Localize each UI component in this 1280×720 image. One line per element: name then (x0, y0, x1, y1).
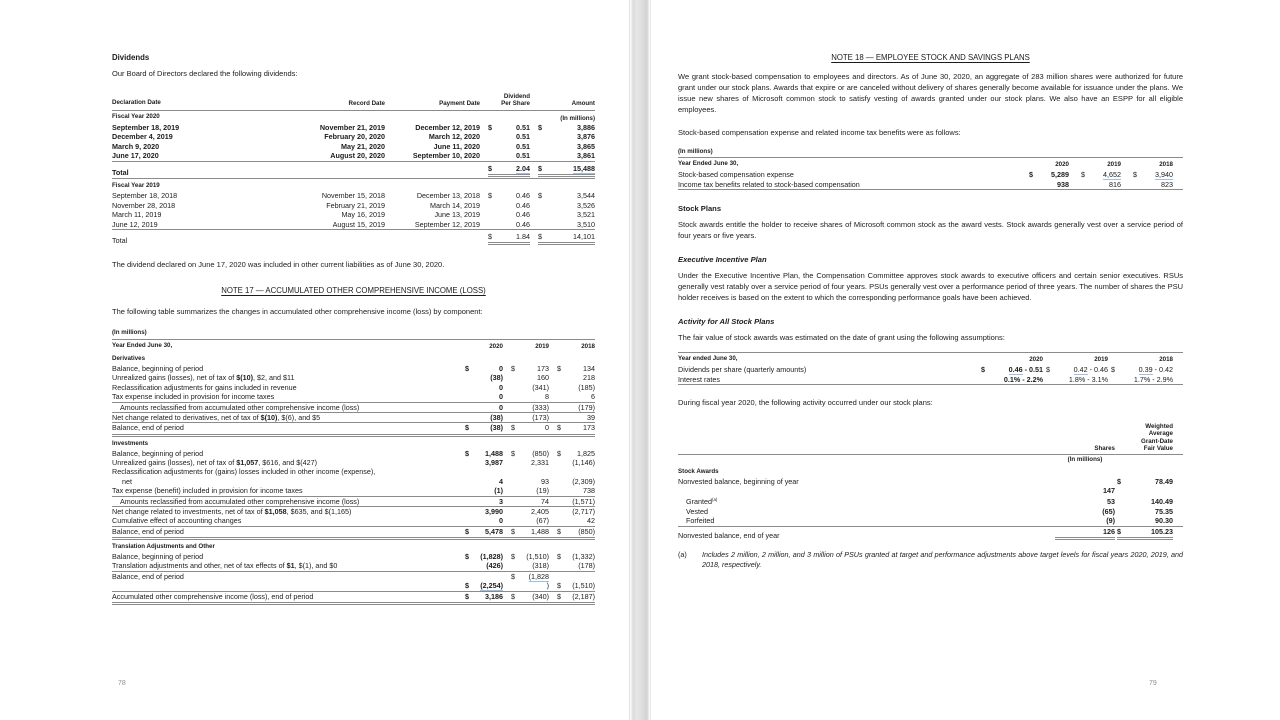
total-label: Total (112, 235, 128, 245)
table-cell: 3,987 (485, 457, 503, 467)
fiscal-year-label: Fiscal Year 2019 (112, 181, 160, 189)
record-date: November 21, 2019 (319, 123, 385, 133)
declaration-date: March 11, 2019 (112, 210, 162, 220)
table-cell: 3,521 (577, 210, 595, 220)
table-cell: $ 1,488 (511, 526, 549, 536)
activity-intro: During fiscal year 2020, the following activity occurred under our stock plans: (678, 397, 933, 407)
stock-plans-heading: Stock Plans (678, 204, 722, 214)
in-millions-caption: (In millions) (1067, 456, 1103, 464)
table-row (112, 486, 595, 496)
table-header-label: Year Ended June 30, (678, 160, 739, 168)
table-section-row (678, 465, 1183, 477)
executive-incentive-plan-text: Under the Executive Incentive Plan, the Compensation Committee approves stock awards to executive officers and certain senior executives. RSUs generally vest ratably over a service period of four years. PSUs generally vest over a performance period of three years. The number of shares the PSU holder receives is based on the extent to which the corresponding performance goals have been achieved. (678, 271, 1183, 302)
table-cell: 3,510 (577, 219, 595, 229)
table-caption-row (678, 455, 1183, 464)
row-label: Cumulative effect of accounting changes (112, 516, 242, 526)
table-cell: 2,405 (531, 506, 549, 516)
table-row (112, 364, 595, 373)
record-date-header: Record Date (348, 100, 385, 108)
row-label: Unrealized gains (losses), net of tax of $1,057, $616, and $(427) (112, 457, 317, 467)
table-cell: (318) (532, 561, 549, 571)
record-date: February 20, 2020 (324, 132, 385, 142)
table-cell: 3,990 (485, 506, 503, 516)
dividend-note: The dividend declared on June 17, 2020 was included in other current liabilities as of June 30, 2020. (112, 260, 445, 270)
table-header-row (678, 352, 1183, 365)
table-cell: $ 0.51 (488, 123, 530, 133)
table-cell: $ (1,510) (511, 551, 549, 561)
table-caption-row (112, 328, 595, 340)
total-label: Total (112, 167, 129, 177)
table-row (112, 383, 595, 392)
table-cell: 0.46 (516, 219, 530, 229)
table-cell: 147 (1103, 486, 1115, 496)
section-label: Translation Adjustments and Other (112, 543, 215, 551)
table-cell: 74 (541, 496, 549, 506)
table-row (112, 561, 595, 571)
executive-incentive-plan-heading: Executive Incentive Plan (678, 255, 767, 265)
payment-date: September 12, 2019 (414, 219, 480, 229)
table-cell: 738 (583, 486, 595, 496)
page-79 (678, 0, 1183, 720)
table-cell: $ 1,488 (465, 448, 503, 458)
table-section-row (112, 437, 595, 449)
table-row (112, 572, 595, 581)
row-label: Translation adjustments and other, net of tax effects of $1, $(1), and $0 (112, 561, 338, 571)
table-cell: $ 0 (511, 423, 549, 433)
table-cell: 823 (1161, 179, 1173, 189)
table-row (112, 592, 595, 605)
table-row (678, 477, 1183, 486)
row-label: Amounts reclassified from accumulated other comprehensive income (loss) (120, 496, 360, 506)
row-label: Tax expense included in provision for income taxes (112, 392, 275, 402)
row-label: Tax expense (benefit) included in provision for income taxes (112, 486, 303, 496)
year-column-header: 2019 (535, 342, 549, 350)
section-label: Investments (112, 439, 149, 447)
table-cell: 0 (499, 392, 503, 402)
declaration-date: September 18, 2019 (112, 123, 180, 133)
year-column-header: 2018 (1159, 355, 1173, 363)
note17-title: NOTE 17 — ACCUMULATED OTHER COMPREHENSIVE INCOME (LOSS) (221, 286, 486, 296)
table-cell: (65) (1102, 506, 1115, 516)
table-cell: $ 15,488 (538, 164, 595, 177)
dividends-table (112, 92, 595, 246)
table-row (112, 516, 595, 526)
stock-compensation-table (678, 147, 1183, 191)
row-label: Unrealized gains (losses), net of tax of $(10), $2, and $11 (112, 373, 295, 383)
table-cell: $ (1,828 (511, 571, 549, 581)
table-section-row (112, 540, 595, 552)
table-row (112, 423, 595, 436)
row-label: Net change related to investments, net of tax of $1,058, $635, and $(1,165) (112, 506, 352, 516)
footnote-text: Includes 2 million, 2 million, and 3 million of PSUs granted at target and performance adjustments above target levels for fiscal years 2020, 2019, and 2018, respectively. (702, 550, 1183, 569)
table-cell: (341) (532, 382, 549, 392)
table-cell: 53 (1107, 497, 1115, 507)
footnote (678, 550, 1183, 570)
table-row (112, 507, 595, 516)
table-cell: 0.46 (516, 210, 530, 220)
table-cell: $ 0.46 (488, 191, 530, 201)
table-cell: $ (850) (557, 526, 595, 536)
table-cell: 0.51 (516, 141, 530, 151)
table-cell: (185) (578, 382, 595, 392)
table-cell: 160 (537, 373, 549, 383)
table-row (112, 392, 595, 402)
fiscal-year-label: Fiscal Year 2020 (112, 113, 160, 121)
row-label: Dividends per share (quarterly amounts) (678, 365, 807, 375)
record-date: May 21, 2020 (341, 141, 385, 151)
table-cell: 2,331 (531, 457, 549, 467)
table-cell: 1.7% - 2.9% (1133, 374, 1173, 384)
table-cell: 218 (583, 373, 595, 383)
record-date: August 20, 2020 (330, 151, 385, 161)
table-cell: $ 4,652 (1081, 170, 1121, 180)
note18-intro-paragraph: We grant stock-based compensation to employees and directors. As of June 30, 2020, an aggregate of 283 million shares were authorized for future grant under our stock plans. Awards that expire or are canceled without delivery of shares generally become available for issuance under the plans. We issue new shares of Microsoft common stock to satisfy vesting of awards granted under our stock plans. We also have an ESPP for all eligible employees. (678, 72, 1183, 114)
table-cell: $ (1,332) (557, 551, 595, 561)
row-label: Vested (686, 506, 708, 516)
table-cell: $ 173 (557, 423, 595, 433)
table-cell: $ 5,478 (465, 526, 503, 536)
declaration-date: September 18, 2018 (112, 191, 178, 201)
table-cell: $ 3,940 (1133, 170, 1173, 180)
table-cell: $ 2.04 (488, 164, 530, 177)
page-78 (112, 0, 595, 720)
row-label: Balance, end of period (112, 571, 184, 581)
table-cell: (178) (578, 561, 595, 571)
table-header-row (678, 158, 1183, 170)
year-column-header: 2020 (489, 342, 503, 350)
table-cell: 0 (499, 516, 503, 526)
payment-date-header: Payment Date (439, 100, 480, 108)
table-row (678, 486, 1183, 495)
table-row (678, 365, 1183, 374)
table-cell: $ 1.84 (488, 232, 530, 245)
dividend-per-share-header: Dividend Per Share (501, 92, 530, 108)
dividends-intro: Our Board of Directors declared the following dividends: (112, 69, 298, 78)
stock-awards-table (678, 422, 1183, 540)
footnote-marker: (a) (678, 550, 687, 560)
column-header: Weighted Average Grant-Date Fair Value (1141, 422, 1173, 453)
table-cell: (2,309) (572, 476, 595, 486)
dividend-row (112, 151, 595, 160)
table-cell: $ 0 (465, 363, 503, 373)
note18-title: NOTE 18 — EMPLOYEE STOCK AND SAVINGS PLANS (831, 53, 1030, 62)
payment-date: December 12, 2019 (415, 123, 480, 133)
table-cell: 90.30 (1155, 516, 1173, 526)
total-row (112, 161, 595, 178)
row-label: Interest rates (678, 374, 720, 384)
table-cell: 816 (1109, 179, 1121, 189)
payment-date: June 13, 2019 (434, 210, 480, 220)
table-cell: $ 3,544 (538, 191, 595, 201)
record-date: May 16, 2019 (341, 210, 385, 220)
table-cell: (1,571) (572, 496, 595, 506)
row-label: Balance, beginning of period (112, 448, 204, 458)
activity-text: The fair value of stock awards was estimated on the date of grant using the following assumptions: (678, 332, 1005, 342)
table-cell: (426) (486, 561, 503, 571)
table-cell: $ 0.39 - 0.42 (1111, 365, 1173, 375)
dividends-heading: Dividends (112, 53, 150, 62)
table-cell: 8 (545, 392, 549, 402)
payment-date: December 13, 2018 (416, 191, 480, 201)
row-label: Balance, end of period (112, 526, 184, 536)
table-header-row (112, 92, 595, 111)
table-cell: $ (1,828) (465, 551, 503, 561)
page-gutter (629, 0, 651, 720)
table-cell: $ 78.49 (1117, 476, 1173, 486)
table-row (112, 527, 595, 540)
table-cell: (9) (1106, 516, 1115, 526)
table-cell: 0.46 (516, 200, 530, 210)
declaration-date: March 9, 2020 (112, 141, 160, 151)
dividend-row (112, 142, 595, 151)
row-label: Nonvested balance, end of year (678, 530, 780, 540)
record-date: November 15, 2018 (321, 191, 385, 201)
table-header-label: Year ended June 30, (678, 354, 738, 362)
table-row (112, 458, 595, 467)
table-cell: $ (2,187) (557, 591, 595, 601)
table-cell: $ 3,186 (465, 591, 503, 601)
table-row (678, 170, 1183, 179)
row-label: Net change related to derivatives, net of tax of $(10), $(6), and $5 (112, 412, 321, 422)
declaration-date: June 17, 2020 (112, 151, 159, 161)
table-cell: 0.51 (516, 151, 530, 161)
table-cell: 140.49 (1151, 497, 1173, 507)
table-cell: $ (1,510) (557, 581, 595, 591)
note17-intro: The following table summarizes the changes in accumulated other comprehensive income (loss) by component: (112, 307, 483, 317)
table-cell: 39 (587, 412, 595, 422)
table-row (678, 516, 1183, 526)
section-label: Stock Awards (678, 467, 719, 475)
in-millions-caption: (In millions) (560, 114, 595, 122)
table-row (112, 413, 595, 423)
table-cell: 938 (1057, 179, 1069, 189)
dividend-row (112, 123, 595, 132)
dividend-row (112, 210, 595, 219)
row-label: Balance, end of period (112, 423, 184, 433)
table-cell: (67) (536, 516, 549, 526)
dividend-row (112, 191, 595, 200)
declaration-date: November 28, 2018 (112, 200, 176, 210)
row-label: Granted$^{(a)}$ (686, 497, 718, 507)
section-label: Derivatives (112, 355, 146, 363)
payment-date: June 11, 2020 (433, 141, 480, 151)
table-row (678, 180, 1183, 190)
row-label: Reclassification adjustments for (gains) losses included in other income (expense), net (112, 467, 376, 486)
table-row (112, 403, 595, 413)
table-cell: $ (38) (465, 423, 503, 433)
declaration-date-header: Declaration Date (112, 99, 161, 107)
fiscal-year-band (112, 178, 595, 191)
year-column-header: 2018 (581, 342, 595, 350)
table-cell: $ 0.42 - 0.46 (1046, 365, 1108, 375)
dividend-row (112, 220, 595, 229)
table-cell: (333) (532, 402, 549, 412)
table-cell: 0.1% - 2.2% (1003, 374, 1043, 384)
table-row (112, 467, 595, 486)
table-cell: (2,717) (572, 506, 595, 516)
year-column-header: 2020 (1029, 355, 1043, 363)
record-date: August 15, 2019 (332, 219, 385, 229)
stock-plans-text: Stock awards entitle the holder to receive shares of Microsoft common stock as the award vests. Stock awards generally vest over a service period of four years or five years. (678, 220, 1183, 241)
page-number-left: 78 (118, 680, 126, 687)
dividend-row (112, 132, 595, 141)
table-cell: (38) (490, 373, 503, 383)
table-cell: $ 105.23 (1117, 527, 1173, 540)
table-cell: (38) (490, 412, 503, 422)
table-cell: 6 (591, 392, 595, 402)
row-label: Nonvested balance, beginning of year (678, 476, 799, 486)
table-cell: (1,146) (572, 457, 595, 467)
in-millions-caption: (In millions) (112, 329, 147, 337)
table-row (678, 507, 1183, 516)
row-label: Forfeited (686, 516, 715, 526)
row-label: Balance, beginning of period (112, 551, 204, 561)
table-row (678, 375, 1183, 385)
table-row (112, 552, 595, 561)
payment-date: September 10, 2020 (412, 151, 480, 161)
row-label: Stock-based compensation expense (678, 170, 794, 180)
year-column-header: 2019 (1094, 355, 1108, 363)
table-cell: (1) (494, 486, 503, 496)
table-cell: (173) (532, 412, 549, 422)
table-cell: 1.8% - 3.1% (1068, 374, 1108, 384)
footnote-ref: (a) (711, 497, 718, 503)
table-cell: (19) (536, 486, 549, 496)
table-row (678, 527, 1183, 540)
table-cell: $ 173 (511, 363, 549, 373)
table-cell: 4 (499, 476, 503, 486)
table-cell: 42 (587, 516, 595, 526)
table-header-row (112, 340, 595, 352)
row-label: Reclassification adjustments for gains included in revenue (112, 382, 297, 392)
table-cell: $ (340) (511, 591, 549, 601)
table-cell: $ 1,825 (557, 448, 595, 458)
assumptions-table (678, 352, 1183, 385)
total-row (112, 229, 595, 246)
table-header-label: Year Ended June 30, (112, 341, 173, 349)
table-cell: ) (546, 581, 549, 591)
record-date: February 21, 2019 (326, 200, 385, 210)
table-cell: 0 (499, 382, 503, 392)
aoci-table (112, 328, 595, 605)
table-section-row (112, 352, 595, 364)
table-cell: (179) (578, 402, 595, 412)
row-label: Amounts reclassified from accumulated other comprehensive income (loss) (120, 402, 360, 412)
activity-heading: Activity for All Stock Plans (678, 316, 775, 326)
declaration-date: December 4, 2019 (112, 132, 173, 142)
year-column-header: 2019 (1107, 161, 1121, 169)
table-cell: $ (850) (511, 448, 549, 458)
table-row (112, 449, 595, 458)
amount-header: Amount (571, 100, 595, 108)
column-header: Shares (1094, 445, 1115, 453)
table-cell: 0 (499, 402, 503, 412)
table-cell: 75.35 (1155, 506, 1173, 516)
table-cell: 3,865 (577, 141, 595, 151)
table-cell: $ 134 (557, 363, 595, 373)
table-header-row (678, 422, 1183, 456)
table-row (112, 373, 595, 382)
table-row (112, 581, 595, 591)
table-caption-row (678, 147, 1183, 159)
page-number-right: 79 (1149, 680, 1157, 687)
in-millions-caption: (In millions) (678, 147, 713, 155)
table-cell: $ (2,254) (465, 581, 503, 591)
fiscal-year-band (112, 111, 595, 123)
dividend-row (112, 201, 595, 210)
comp-table-intro: Stock-based compensation expense and related income tax benefits were as follows: (678, 127, 961, 137)
year-column-header: 2018 (1159, 161, 1173, 169)
table-cell: 3,861 (577, 151, 595, 161)
table-cell: 3,876 (577, 132, 595, 142)
payment-date: March 12, 2020 (428, 132, 480, 142)
table-cell: 0.51 (516, 132, 530, 142)
table-cell: 126 (1055, 527, 1115, 540)
table-cell: $ 5,289 (1029, 170, 1069, 180)
table-cell: $ 0.46 - 0.51 (981, 365, 1043, 375)
table-cell: 3 (499, 496, 503, 506)
row-label: Balance, beginning of period (112, 363, 204, 373)
table-cell: 3,526 (577, 200, 595, 210)
row-label: Income tax benefits related to stock-based compensation (678, 179, 860, 189)
row-label: Accumulated other comprehensive income (loss), end of period (112, 591, 314, 601)
year-column-header: 2020 (1055, 161, 1069, 169)
table-row (112, 497, 595, 507)
declaration-date: June 12, 2019 (112, 219, 158, 229)
table-cell: 93 (541, 476, 549, 486)
payment-date: March 14, 2019 (430, 200, 480, 210)
table-cell: $ 14,101 (538, 232, 595, 245)
table-row (678, 495, 1183, 506)
table-cell: $ 3,886 (538, 123, 595, 133)
